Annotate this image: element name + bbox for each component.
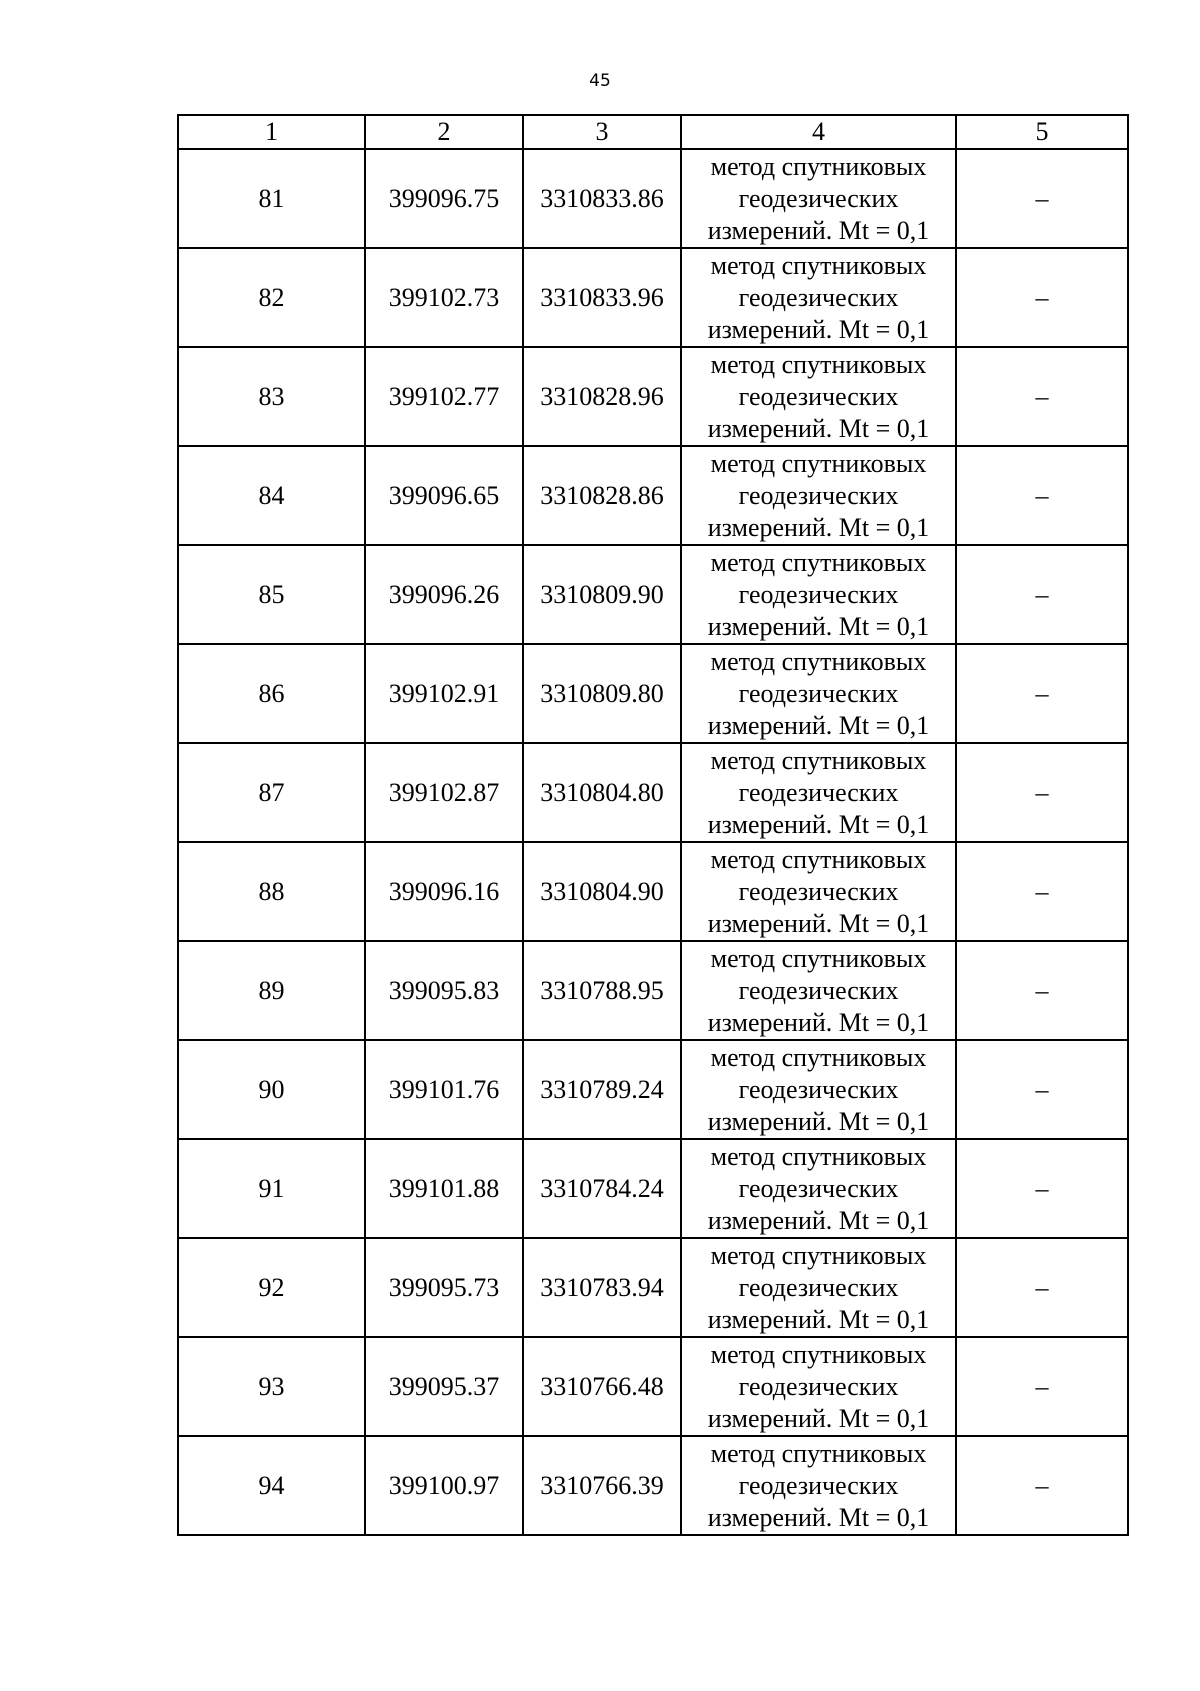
y-coordinate-cell: 3310789.24 (523, 1040, 681, 1139)
method-line-2: геодезических (738, 1470, 899, 1500)
method-cell (681, 1436, 956, 1535)
method-line-1: метод спутниковых (710, 1141, 927, 1171)
method-line-3: измерений. Mt = 0,1 (707, 1304, 930, 1334)
method-line-3: измерений. Mt = 0,1 (707, 215, 930, 245)
x-coordinate-cell: 399096.16 (365, 842, 523, 941)
y-coordinate-cell: 3310828.86 (523, 446, 681, 545)
method-line-3: измерений. Mt = 0,1 (707, 1205, 930, 1235)
method-line-1: метод спутниковых (710, 1042, 927, 1072)
y-coordinate-cell: 3310809.80 (523, 644, 681, 743)
point-number-cell: 90 (178, 1040, 365, 1139)
x-coordinate-cell: 399102.91 (365, 644, 523, 743)
point-number-cell: 84 (178, 446, 365, 545)
table-row (178, 941, 1128, 1040)
method-line-2: геодезических (738, 282, 899, 312)
x-coordinate-cell: 399096.65 (365, 446, 523, 545)
table-row (178, 1040, 1128, 1139)
method-line-1: метод спутниковых (710, 1240, 927, 1270)
y-coordinate-cell: 3310788.95 (523, 941, 681, 1040)
table-row (178, 743, 1128, 842)
method-line-3: измерений. Mt = 0,1 (707, 1502, 930, 1532)
x-coordinate-cell: 399102.73 (365, 248, 523, 347)
x-coordinate-cell: 399102.87 (365, 743, 523, 842)
point-number-cell: 91 (178, 1139, 365, 1238)
y-coordinate-cell: 3310804.80 (523, 743, 681, 842)
table-row (178, 248, 1128, 347)
point-number-cell: 92 (178, 1238, 365, 1337)
method-line-1: метод спутниковых (710, 250, 927, 280)
note-cell: – (956, 842, 1128, 941)
point-number-cell: 88 (178, 842, 365, 941)
point-number-cell: 85 (178, 545, 365, 644)
method-cell (681, 149, 956, 248)
method-line-1: метод спутниковых (710, 151, 927, 181)
note-cell: – (956, 1238, 1128, 1337)
method-line-1: метод спутниковых (710, 1339, 927, 1369)
x-coordinate-cell: 399095.37 (365, 1337, 523, 1436)
method-line-1: метод спутниковых (710, 943, 927, 973)
point-number-cell: 81 (178, 149, 365, 248)
y-coordinate-cell: 3310809.90 (523, 545, 681, 644)
note-cell: – (956, 743, 1128, 842)
method-line-3: измерений. Mt = 0,1 (707, 809, 930, 839)
note-cell: – (956, 1436, 1128, 1535)
x-coordinate-cell: 399102.77 (365, 347, 523, 446)
y-coordinate-cell: 3310766.39 (523, 1436, 681, 1535)
note-cell: – (956, 941, 1128, 1040)
x-coordinate-cell: 399096.75 (365, 149, 523, 248)
table-row (178, 545, 1128, 644)
table-row (178, 1436, 1128, 1535)
table-row (178, 446, 1128, 545)
method-line-2: геодезических (738, 579, 899, 609)
table-row (178, 149, 1128, 248)
point-number-cell: 93 (178, 1337, 365, 1436)
method-line-2: геодезических (738, 678, 899, 708)
method-cell (681, 644, 956, 743)
method-line-3: измерений. Mt = 0,1 (707, 314, 930, 344)
method-line-2: геодезических (738, 876, 899, 906)
table-row (178, 347, 1128, 446)
table-row (178, 1139, 1128, 1238)
x-coordinate-cell: 399096.26 (365, 545, 523, 644)
y-coordinate-cell: 3310766.48 (523, 1337, 681, 1436)
note-cell: – (956, 446, 1128, 545)
note-cell: – (956, 1139, 1128, 1238)
page-number: 45 (589, 71, 611, 91)
y-coordinate-cell: 3310833.86 (523, 149, 681, 248)
y-coordinate-cell: 3310804.90 (523, 842, 681, 941)
method-cell (681, 1238, 956, 1337)
point-number-cell: 82 (178, 248, 365, 347)
x-coordinate-cell: 399101.76 (365, 1040, 523, 1139)
method-cell (681, 248, 956, 347)
method-line-1: метод спутниковых (710, 448, 927, 478)
method-line-1: метод спутниковых (710, 349, 927, 379)
method-line-3: измерений. Mt = 0,1 (707, 1106, 930, 1136)
x-coordinate-cell: 399100.97 (365, 1436, 523, 1535)
table-row (178, 644, 1128, 743)
method-cell (681, 941, 956, 1040)
method-cell (681, 1040, 956, 1139)
note-cell: – (956, 149, 1128, 248)
method-line-2: геодезических (738, 1173, 899, 1203)
y-coordinate-cell: 3310784.24 (523, 1139, 681, 1238)
method-cell (681, 1337, 956, 1436)
method-line-2: геодезических (738, 1371, 899, 1401)
note-cell: – (956, 545, 1128, 644)
method-line-2: геодезических (738, 183, 899, 213)
method-line-1: метод спутниковых (710, 745, 927, 775)
note-cell: – (956, 347, 1128, 446)
method-line-3: измерений. Mt = 0,1 (707, 710, 930, 740)
point-number-cell: 86 (178, 644, 365, 743)
table-row (178, 842, 1128, 941)
y-coordinate-cell: 3310833.96 (523, 248, 681, 347)
method-cell (681, 842, 956, 941)
point-number-cell: 89 (178, 941, 365, 1040)
method-line-1: метод спутниковых (710, 844, 927, 874)
table-row (178, 1337, 1128, 1436)
method-line-2: геодезических (738, 480, 899, 510)
method-cell (681, 446, 956, 545)
method-line-3: измерений. Mt = 0,1 (707, 1403, 930, 1433)
table-header-row (178, 115, 1128, 149)
column-header-2: 2 (365, 115, 523, 149)
x-coordinate-cell: 399101.88 (365, 1139, 523, 1238)
note-cell: – (956, 248, 1128, 347)
column-header-4: 4 (681, 115, 956, 149)
method-cell (681, 545, 956, 644)
coordinates-table (177, 114, 1129, 1536)
column-header-5: 5 (956, 115, 1128, 149)
note-cell: – (956, 644, 1128, 743)
table-row (178, 1238, 1128, 1337)
method-line-2: геодезических (738, 777, 899, 807)
method-line-3: измерений. Mt = 0,1 (707, 1007, 930, 1037)
point-number-cell: 94 (178, 1436, 365, 1535)
y-coordinate-cell: 3310828.96 (523, 347, 681, 446)
x-coordinate-cell: 399095.73 (365, 1238, 523, 1337)
method-line-2: геодезических (738, 1272, 899, 1302)
method-line-1: метод спутниковых (710, 646, 927, 676)
x-coordinate-cell: 399095.83 (365, 941, 523, 1040)
method-line-2: геодезических (738, 975, 899, 1005)
y-coordinate-cell: 3310783.94 (523, 1238, 681, 1337)
method-line-3: измерений. Mt = 0,1 (707, 413, 930, 443)
method-line-2: геодезических (738, 1074, 899, 1104)
column-header-1: 1 (178, 115, 365, 149)
point-number-cell: 87 (178, 743, 365, 842)
method-line-2: геодезических (738, 381, 899, 411)
method-line-1: метод спутниковых (710, 547, 927, 577)
column-header-3: 3 (523, 115, 681, 149)
method-line-1: метод спутниковых (710, 1438, 927, 1468)
method-cell (681, 1139, 956, 1238)
note-cell: – (956, 1040, 1128, 1139)
method-line-3: измерений. Mt = 0,1 (707, 908, 930, 938)
method-cell (681, 743, 956, 842)
note-cell: – (956, 1337, 1128, 1436)
method-line-3: измерений. Mt = 0,1 (707, 611, 930, 641)
method-cell (681, 347, 956, 446)
method-line-3: измерений. Mt = 0,1 (707, 512, 930, 542)
point-number-cell: 83 (178, 347, 365, 446)
